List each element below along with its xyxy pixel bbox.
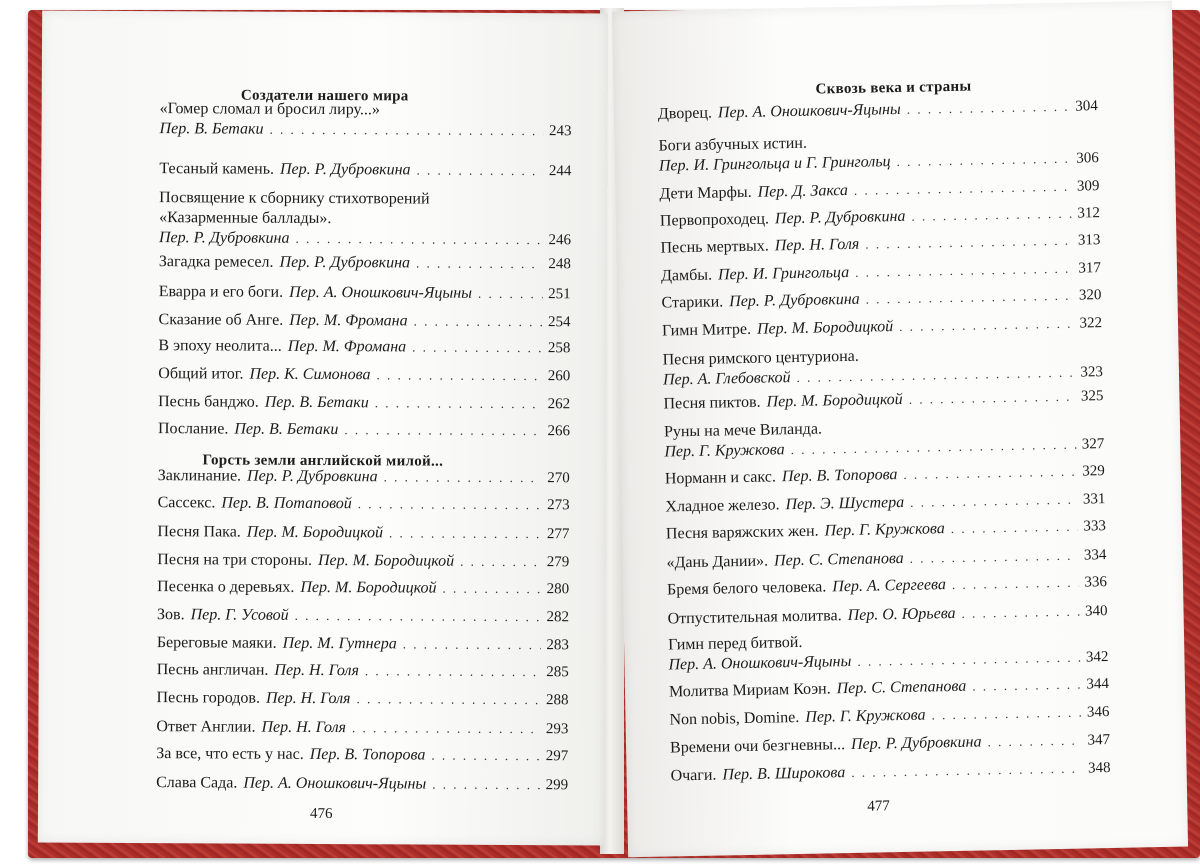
entry-title: Руны на мече Виланда. — [663, 420, 823, 441]
toc-entry — [157, 577, 569, 599]
dot-leader — [907, 97, 1070, 120]
entry-translator: Пер. В. Бетаки — [264, 393, 369, 412]
dot-leader — [414, 311, 543, 332]
entry-title: За все, что есть у нас. — [156, 745, 304, 763]
entry-translator: Пер. А. Оношкович-Яцыны — [717, 100, 901, 122]
entry-title: Еварра и его боги. — [158, 283, 284, 301]
entry-translator: Пер. В. Потаповой — [221, 494, 352, 513]
dot-leader — [910, 490, 1077, 513]
toc-entry — [665, 461, 1105, 489]
toc-entry — [160, 99, 572, 141]
entry-page-number: 244 — [548, 163, 572, 180]
entry-title: В эпоху неолита... — [158, 337, 282, 355]
entry-page-number: 309 — [1076, 178, 1100, 195]
entry-page-number: 334 — [1083, 547, 1107, 564]
entry-page-number: 327 — [1081, 436, 1105, 453]
toc-entry — [156, 717, 568, 739]
entry-title: Песня Пака. — [157, 523, 241, 541]
entry-title: Посвящение к сборнику стихотворений — [159, 189, 430, 208]
dot-leader — [972, 675, 1081, 697]
entry-translator: Пер. В. Бетаки — [159, 120, 264, 138]
entry-translator: Пер. А. Оношкович-Яцыны — [668, 652, 852, 674]
entry-title: Береговые маяки. — [156, 634, 277, 652]
dot-leader — [412, 337, 542, 358]
entry-page-number: 280 — [546, 581, 570, 598]
entry-page-number: 248 — [548, 256, 571, 273]
entry-page-number: 283 — [546, 637, 569, 654]
entry-page-number: 323 — [1080, 364, 1104, 381]
entry-page-number: 306 — [1076, 150, 1099, 167]
entry-title: Загадка ремесел. — [158, 253, 274, 271]
entry-translator: Пер. С. Степанова — [836, 677, 967, 698]
entry-title: Очаги. — [670, 766, 717, 785]
dot-leader — [365, 661, 540, 682]
entry-translator: Пер. Р. Дубровкина — [158, 229, 290, 247]
entry-page-number: 288 — [546, 692, 569, 709]
entry-translator: Пер. Р. Дубровкина — [774, 207, 906, 228]
toc-entry — [668, 627, 1109, 675]
toc-entry — [158, 392, 570, 414]
toc-entry — [159, 310, 571, 332]
entry-title: Заклинание. — [157, 467, 242, 485]
entry-page-number: 336 — [1084, 574, 1108, 591]
dot-leader — [389, 523, 541, 544]
toc-entry — [665, 489, 1105, 517]
toc-entry — [659, 176, 1099, 204]
toc-entry — [662, 313, 1102, 341]
entry-translator: Пер. С. Степанова — [773, 549, 904, 570]
dot-leader — [416, 253, 542, 274]
entry-translator: Пер. В. Топорова — [781, 466, 898, 486]
dot-leader — [961, 602, 1079, 624]
entry-title: Первопроходец. — [659, 210, 770, 230]
entry-translator: Пер. М. Бородицкой — [300, 578, 437, 597]
toc-entry — [669, 702, 1109, 730]
entry-page-number: 325 — [1080, 388, 1104, 405]
dot-leader — [270, 120, 544, 141]
entry-translator: Пер. М. Бородицкой — [246, 523, 384, 542]
dot-leader — [911, 204, 1071, 227]
entry-translator: Пер. Н. Голя — [265, 689, 351, 708]
entry-title: Non nobis, Domine. — [669, 708, 800, 729]
entry-page-number: 347 — [1087, 732, 1111, 749]
entry-page-number: 346 — [1086, 704, 1110, 721]
entry-page-number: 293 — [545, 721, 569, 738]
entry-page-number: 342 — [1085, 649, 1109, 666]
toc-entry — [159, 252, 571, 274]
entry-title: Дамбы. — [660, 266, 713, 285]
entry-page-number: 282 — [546, 609, 570, 626]
entry-translator: Пер. М. Гутнера — [282, 634, 397, 653]
toc-entry — [662, 342, 1103, 390]
dot-leader — [356, 689, 540, 710]
entry-title: Послание. — [157, 420, 229, 438]
dot-leader — [855, 259, 1073, 283]
toc-entry — [158, 493, 570, 515]
entry-translator: Пер. В. Топорова — [309, 745, 426, 764]
entry-translator: Пер. Р. Дубровкина — [850, 733, 982, 753]
entry-translator: Пер. И. Грингольца — [717, 263, 850, 284]
entry-title: Песня на три стороны. — [157, 551, 313, 569]
entry-title: Общий итог. — [158, 365, 244, 383]
entry-page-number: 322 — [1079, 315, 1103, 332]
entry-page-number: 258 — [547, 340, 571, 357]
dot-leader — [403, 634, 541, 655]
entry-translator: Пер. М. Бородицкой — [317, 551, 455, 570]
entry-translator: Пер. Д. Закса — [757, 181, 849, 201]
toc-entry — [157, 522, 569, 544]
entry-page-number: 277 — [546, 526, 570, 543]
section-heading: Сквозь века и страны — [815, 78, 972, 98]
entry-title: Песня пиктов. — [663, 393, 761, 413]
toc-entry — [158, 336, 570, 358]
dot-leader — [796, 363, 1074, 388]
entry-page-number: 279 — [546, 554, 570, 571]
left-page — [38, 11, 608, 846]
toc-entry — [158, 364, 570, 386]
entry-translator: Пер. М. Фромана — [289, 311, 408, 330]
toc-entry — [670, 730, 1110, 758]
dot-leader — [295, 229, 542, 250]
entry-translator: Пер. Р. Дубровкина — [247, 467, 378, 486]
entry-translator: Пер. А. Оношкович-Яцыны — [289, 283, 473, 302]
toc-entry — [667, 572, 1107, 600]
entry-title: Боги азбучных истин. — [658, 134, 808, 155]
entry-title: Зов. — [156, 606, 185, 624]
entry-page-number: 285 — [546, 664, 569, 681]
toc-entry — [156, 773, 568, 795]
entry-page-number: 348 — [1087, 760, 1111, 777]
toc-entry — [661, 258, 1101, 286]
dot-leader — [416, 160, 542, 181]
entry-page-number: 297 — [545, 748, 569, 765]
entry-page-number: 270 — [547, 470, 570, 487]
entry-translator: Пер. Р. Дубровкина — [279, 160, 411, 179]
entry-title: Тесаный камень. — [159, 160, 275, 178]
toc-entry — [670, 758, 1110, 786]
dot-leader — [854, 177, 1071, 201]
toc-entry — [667, 601, 1107, 629]
entry-title: «Дань Дании». — [666, 552, 769, 572]
dot-leader — [442, 579, 540, 600]
toc-entry — [158, 419, 570, 441]
entry-title: Гимн Митре. — [661, 320, 752, 340]
dot-leader — [899, 314, 1074, 337]
entry-page-number: 243 — [549, 123, 572, 140]
toc-entry — [661, 285, 1101, 313]
entry-title: Песня римского центуриона. — [662, 347, 859, 369]
entry-translator: Пер. М. Бородицкой — [756, 318, 894, 338]
dot-leader — [952, 573, 1079, 595]
entry-title: Бремя белого человека. — [666, 578, 827, 599]
dot-leader — [903, 462, 1076, 485]
entry-translator: Пер. К. Симонова — [249, 365, 371, 384]
entry-translator: Пер. Э. Шустера — [785, 493, 905, 514]
entry-title: «Казарменные баллады». — [159, 209, 332, 228]
dot-leader — [352, 718, 540, 739]
entry-translator: Пер. В. Бетаки — [234, 420, 339, 439]
page-number: 476 — [309, 805, 333, 823]
toc-entry — [157, 688, 569, 710]
entry-title: Сассекс. — [157, 494, 216, 512]
entry-title: Песнь городов. — [156, 689, 261, 707]
dot-leader — [358, 494, 541, 515]
entry-title: Старики. — [661, 293, 724, 312]
dot-leader — [376, 365, 541, 386]
toc-entry — [159, 282, 571, 304]
entry-title: Норманн и сакс. — [664, 468, 777, 488]
dot-leader — [790, 435, 1076, 460]
dot-leader — [987, 731, 1081, 753]
toc-entry — [159, 159, 571, 181]
entry-translator: Пер. В. Широкова — [722, 764, 846, 784]
section-heading: Горсть земли английской милой... — [202, 452, 444, 470]
toc-entry — [158, 466, 570, 488]
dot-leader — [375, 393, 542, 414]
entry-title: Молитва Мириам Коэн. — [668, 680, 831, 701]
entry-page-number: 331 — [1082, 491, 1106, 508]
dot-leader — [909, 387, 1076, 410]
dot-leader — [931, 703, 1081, 726]
dot-leader — [295, 606, 541, 627]
entry-page-number: 344 — [1086, 676, 1110, 693]
entry-title: Времени очи безгневны... — [669, 736, 846, 757]
entry-title: Хладное железо. — [665, 496, 780, 516]
right-page — [612, 1, 1188, 858]
toc-entry — [159, 188, 571, 250]
dot-leader — [384, 467, 542, 488]
dot-leader — [896, 149, 1070, 172]
entry-title: Слава Сада. — [156, 774, 238, 792]
dot-leader — [432, 775, 539, 796]
entry-translator: Пер. Г. Кружкова — [824, 520, 945, 540]
entry-translator: Пер. А. Сергеева — [832, 576, 947, 596]
entry-title: «Гомер сломал и бросил лиру...» — [159, 100, 380, 119]
entry-page-number: 340 — [1084, 603, 1108, 620]
entry-title: Песнь мертвых. — [660, 237, 769, 257]
entry-title: Сказание об Анге. — [158, 311, 284, 329]
entry-translator: Пер. А. Глебовской — [662, 369, 791, 389]
toc-entry — [660, 203, 1100, 231]
entry-title: Гимн перед битвой. — [667, 633, 803, 654]
entry-translator: Пер. Г. Кружкова — [805, 706, 926, 726]
entry-page-number: 262 — [547, 396, 571, 413]
toc-entry — [658, 96, 1098, 124]
dot-leader — [478, 284, 542, 304]
entry-title: Песня варяжских жен. — [665, 522, 819, 543]
entry-title: Песнь англичан. — [156, 661, 269, 679]
entry-translator: Пер. Н. Голя — [774, 235, 860, 255]
entry-page-number: 251 — [548, 286, 571, 303]
page-number: 477 — [867, 798, 890, 815]
toc-entry — [664, 414, 1105, 462]
entry-title: Дети Марфы. — [659, 183, 752, 203]
entry-translator: Пер. М. Фромана — [287, 337, 407, 356]
entry-translator: Пер. Г. Кружкова — [664, 441, 785, 461]
toc-entry — [157, 605, 569, 627]
entry-page-number: 304 — [1075, 98, 1098, 115]
entry-translator: Пер. Н. Голя — [274, 661, 359, 680]
dot-leader — [951, 517, 1078, 539]
entry-page-number: 254 — [548, 314, 571, 331]
toc-entry — [666, 516, 1106, 544]
toc-entry — [660, 230, 1100, 258]
entry-translator: Пер. Р. Дубровкина — [729, 290, 860, 311]
dot-leader — [344, 420, 541, 441]
entry-translator: Пер. А. Оношкович-Яцыны — [243, 774, 427, 793]
dot-leader — [910, 546, 1079, 569]
entry-title: Песнь банджо. — [158, 393, 259, 411]
toc-entry — [157, 550, 569, 572]
dot-leader — [431, 746, 540, 767]
entry-title: Ответ Англии. — [156, 718, 256, 736]
entry-page-number: 317 — [1078, 260, 1102, 277]
entry-page-number: 333 — [1083, 518, 1107, 535]
toc-entry — [157, 633, 569, 655]
dot-leader — [460, 552, 541, 572]
toc-entry — [666, 545, 1106, 573]
entry-translator: Пер. Н. Голя — [261, 718, 347, 737]
entry-page-number: 273 — [547, 497, 570, 514]
toc-entry — [669, 674, 1109, 702]
entry-page-number: 313 — [1077, 232, 1101, 249]
entry-page-number: 266 — [547, 423, 571, 440]
toc-entry — [156, 744, 568, 766]
entry-translator: Пер. И. Грингольца и Г. Грингольц — [658, 153, 891, 175]
entry-page-number: 246 — [548, 232, 572, 249]
entry-title: Дворец. — [657, 104, 713, 123]
dot-leader — [865, 231, 1072, 255]
entry-page-number: 260 — [547, 368, 571, 385]
toc-entry — [663, 386, 1103, 414]
entry-page-number: 320 — [1078, 287, 1102, 304]
entry-page-number: 329 — [1082, 463, 1105, 480]
entry-translator: Пер. О. Юрьева — [847, 604, 956, 625]
entry-title: Песенка о деревьях. — [157, 578, 295, 596]
entry-translator: Пер. Г. Усовой — [190, 606, 289, 624]
entry-page-number: 312 — [1077, 205, 1101, 222]
dot-leader — [866, 286, 1074, 310]
toc-entry — [157, 660, 569, 682]
dot-leader — [851, 759, 1082, 783]
section-heading: Создатели нашего мира — [240, 87, 409, 105]
entry-translator: Пер. М. Бородицкой — [766, 390, 903, 411]
entry-page-number: 299 — [545, 777, 569, 794]
entry-translator: Пер. Р. Дубровкина — [279, 253, 411, 272]
toc-entry — [658, 128, 1099, 176]
dot-leader — [857, 648, 1080, 672]
entry-title: Отпустительная молитва. — [667, 607, 842, 628]
